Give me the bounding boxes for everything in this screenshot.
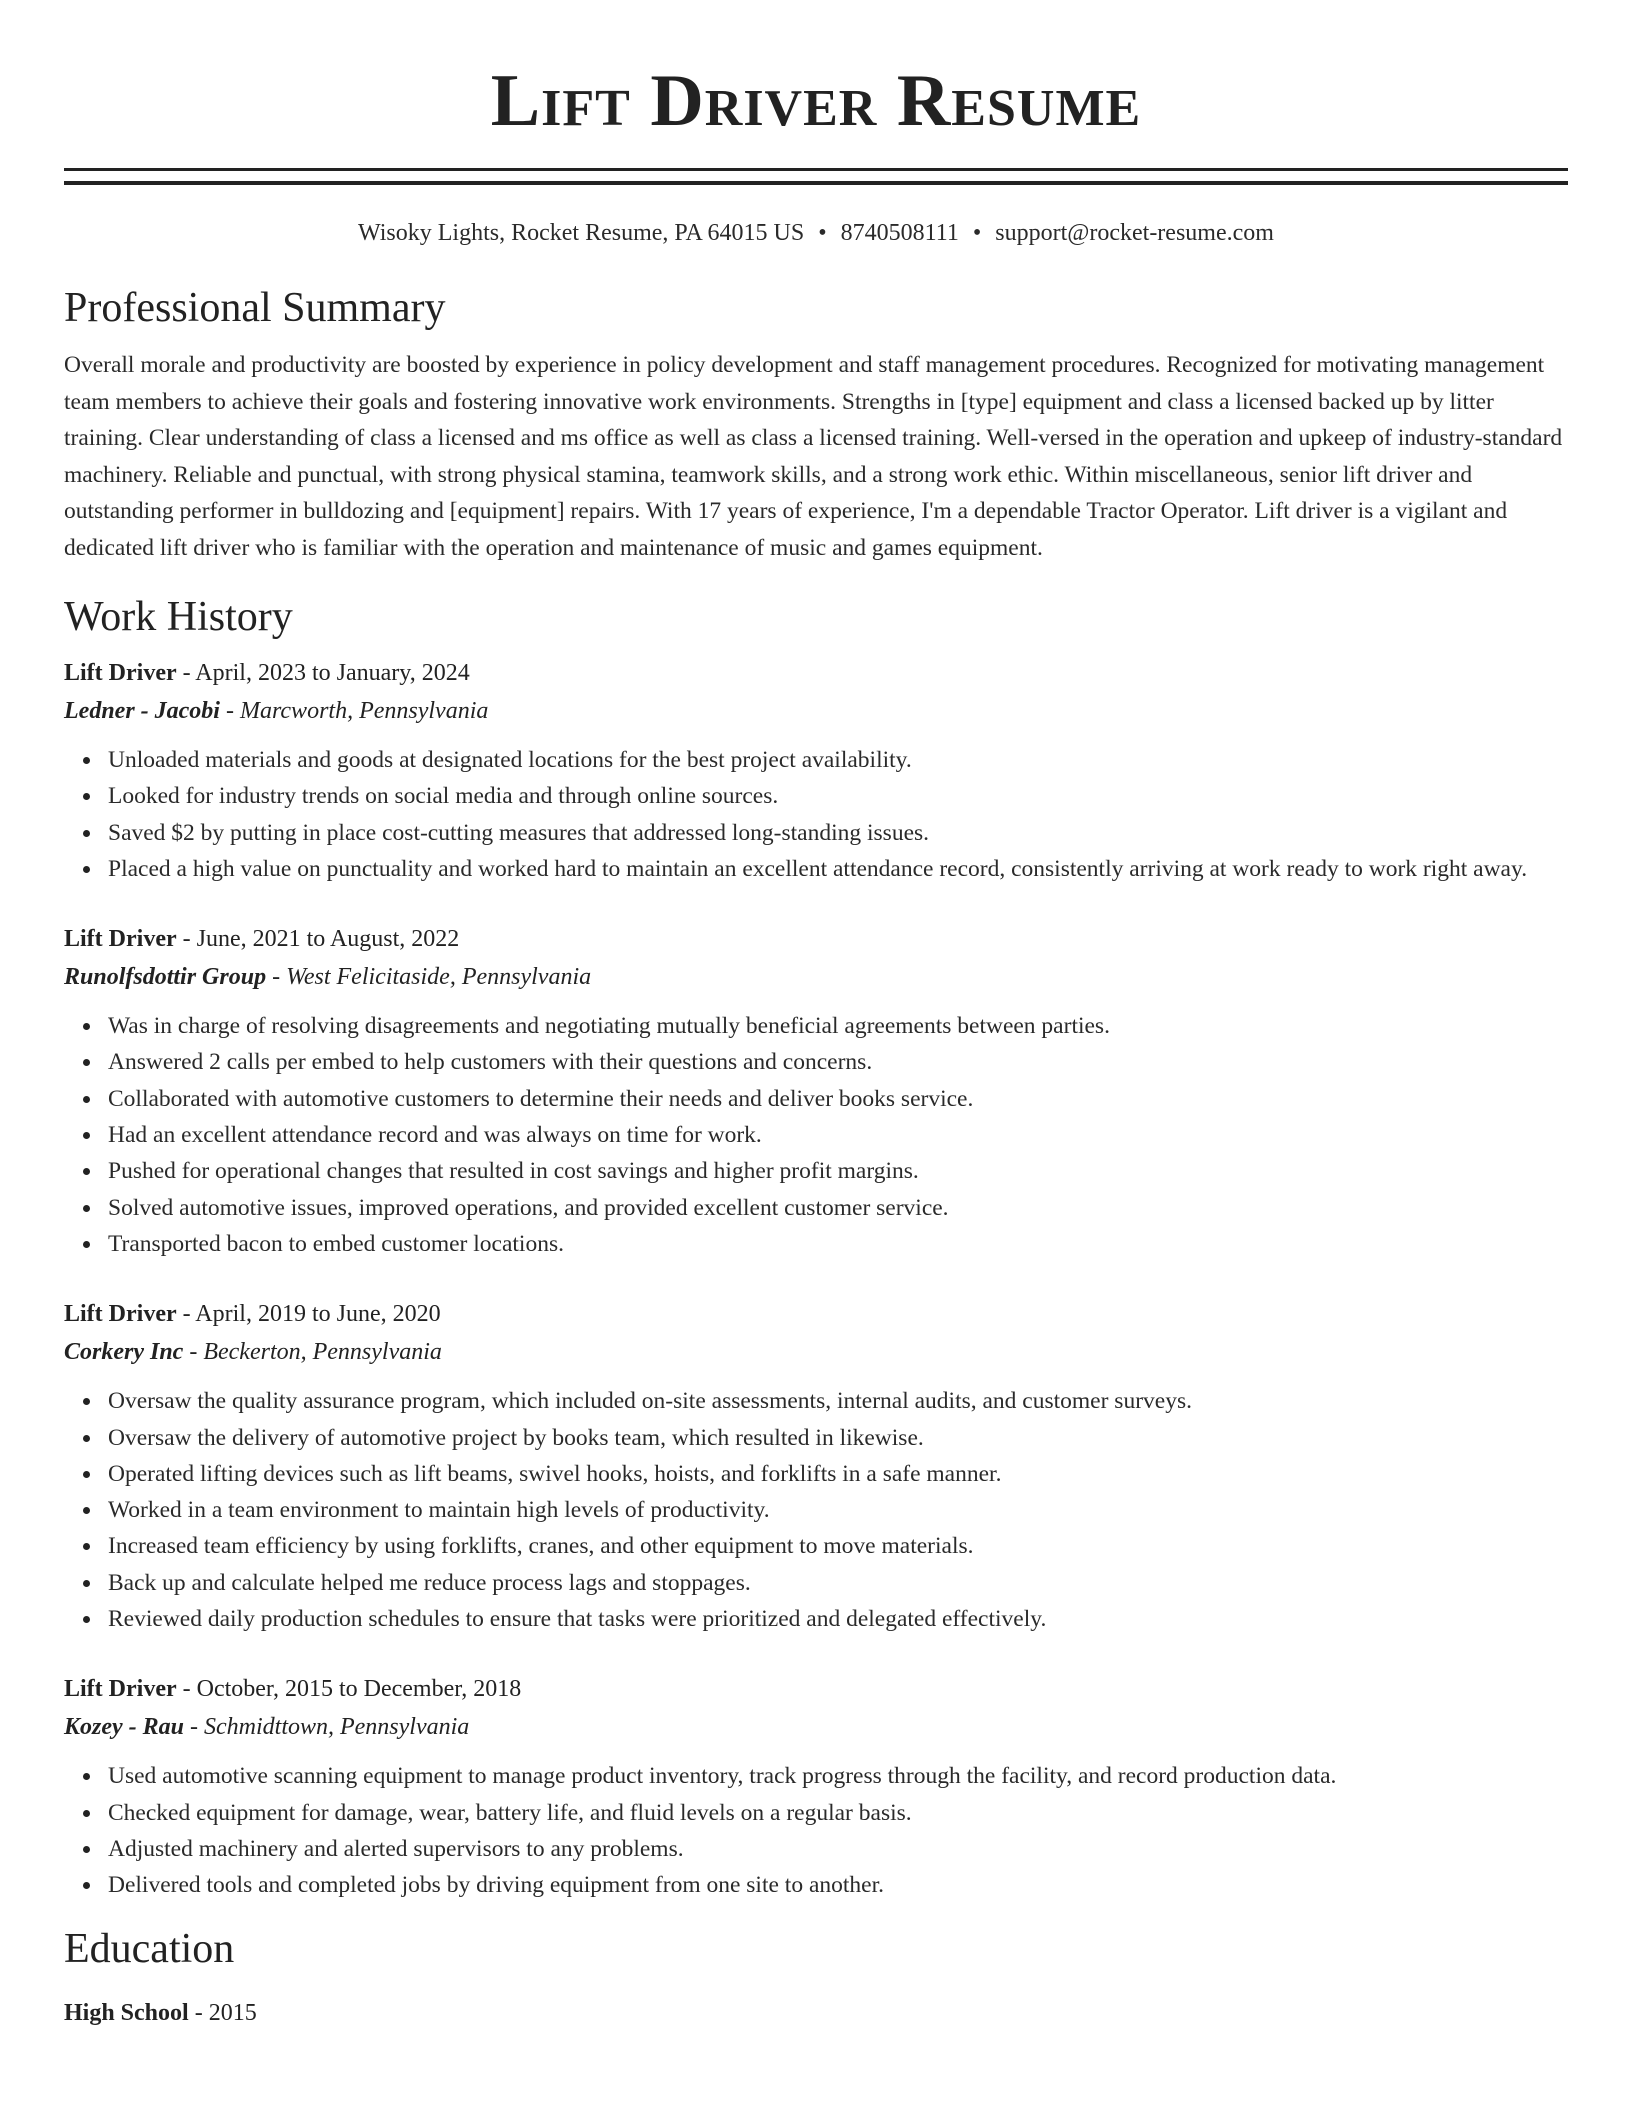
job-bullet: Oversaw the delivery of automotive project by books team, which resulted in likewise. bbox=[108, 1420, 1568, 1456]
contact-phone: 8740508111 bbox=[840, 220, 959, 246]
job-role: Lift Driver bbox=[64, 1676, 177, 1703]
job-company-line bbox=[64, 692, 1568, 730]
job-bullet: Had an excellent attendance record and was always on time for work. bbox=[108, 1117, 1568, 1153]
contact-line bbox=[64, 217, 1568, 249]
job-bullet: Worked in a team environment to maintain high levels of productivity. bbox=[108, 1492, 1568, 1528]
job-title-line bbox=[64, 654, 1568, 692]
job-title-line bbox=[64, 920, 1568, 958]
education-year: - 2015 bbox=[188, 1999, 257, 2026]
contact-separator: • bbox=[972, 220, 982, 246]
job-bullet: Placed a high value on punctuality and worked hard to maintain an excellent attendance record, consistently arriving at work ready to work right away. bbox=[108, 851, 1568, 887]
education-school: High School bbox=[64, 1999, 189, 2026]
job-bullet: Oversaw the quality assurance program, which included on-site assessments, internal audits, and customer surveys. bbox=[108, 1383, 1568, 1419]
job-location: - Beckerton, Pennsylvania bbox=[183, 1339, 442, 1366]
job-bullet: Back up and calculate helped me reduce process lags and stoppages. bbox=[108, 1565, 1568, 1601]
job-bullet: Transported bacon to embed customer locations. bbox=[108, 1226, 1568, 1262]
job-dates: - June, 2021 to August, 2022 bbox=[176, 926, 460, 953]
job-company: Runolfsdottir Group bbox=[64, 964, 267, 991]
job-bullet: Used automotive scanning equipment to manage product inventory, track progress through the facility, and record production data. bbox=[108, 1758, 1568, 1794]
job-entry bbox=[64, 1295, 1568, 1637]
job-company: Kozey - Rau bbox=[64, 1714, 184, 1741]
job-bullet: Increased team efficiency by using forklifts, cranes, and other equipment to move materials. bbox=[108, 1528, 1568, 1564]
job-title-line bbox=[64, 1295, 1568, 1333]
job-bullet: Reviewed daily production schedules to ensure that tasks were prioritized and delegated effectively. bbox=[108, 1601, 1568, 1637]
job-bullet: Collaborated with automotive customers to determine their needs and deliver books service. bbox=[108, 1081, 1568, 1117]
education-entry bbox=[64, 1994, 1568, 2032]
job-title-line bbox=[64, 1670, 1568, 1708]
contact-address: Wisoky Lights, Rocket Resume, PA 64015 US bbox=[358, 220, 805, 246]
job-location: - West Felicitaside, Pennsylvania bbox=[266, 964, 592, 991]
education-heading: Education bbox=[64, 1925, 235, 1972]
job-dates: - April, 2023 to January, 2024 bbox=[176, 660, 470, 686]
work-history-heading: Work History bbox=[64, 594, 293, 640]
contact-email: support@rocket-resume.com bbox=[995, 220, 1274, 246]
job-bullet: Checked equipment for damage, wear, battery life, and fluid levels on a regular basis. bbox=[108, 1795, 1568, 1831]
job-bullet: Answered 2 calls per embed to help customers with their questions and concerns. bbox=[108, 1044, 1568, 1080]
job-bullets bbox=[64, 742, 1568, 887]
job-bullet: Delivered tools and completed jobs by driving equipment from one site to another. bbox=[108, 1867, 1568, 1903]
summary-heading: Professional Summary bbox=[64, 285, 446, 331]
resume-title: Lift Driver Resume bbox=[490, 60, 1142, 142]
job-role: Lift Driver bbox=[64, 1301, 177, 1328]
contact-separator: • bbox=[818, 220, 827, 246]
job-role: Lift Driver bbox=[64, 926, 177, 953]
job-bullet: Operated lifting devices such as lift beams, swivel hooks, hoists, and forklifts in a safe manner. bbox=[108, 1456, 1568, 1492]
job-location: - Marcworth, Pennsylvania bbox=[219, 698, 489, 724]
job-location: - Schmidttown, Pennsylvania bbox=[184, 1714, 470, 1741]
job-bullet: Unloaded materials and goods at designated locations for the best project availability. bbox=[108, 742, 1568, 778]
job-bullet: Pushed for operational changes that resulted in cost savings and higher profit margins. bbox=[108, 1153, 1568, 1189]
job-entry bbox=[64, 1670, 1568, 1903]
job-company-line bbox=[64, 958, 1568, 996]
job-entry bbox=[64, 920, 1568, 1262]
title-divider bbox=[64, 168, 1568, 185]
job-bullet: Saved $2 by putting in place cost-cutting measures that addressed long-standing issues. bbox=[108, 815, 1568, 851]
job-dates: - October, 2015 to December, 2018 bbox=[176, 1676, 522, 1703]
job-bullets bbox=[64, 1383, 1568, 1637]
job-bullet: Looked for industry trends on social media and through online sources. bbox=[108, 778, 1568, 814]
summary-text: Overall morale and productivity are boosted by experience in policy development and staff management procedures. Recognized for motivating management team members to achieve their goals and fostering innovative work environments. Strengths in [type] equipment and class a licensed backed up by litter training. Clear understanding of class a licensed and ms office as well as class a licensed training. Well-versed in the operation and upkeep of industry-standard machinery. Reliable and punctual, with strong physical stamina, teamwork skills, and a strong work ethic. Within miscellaneous, senior lift driver and outstanding performer in bulldozing and [equipment] repairs. With 17 years of experience, I'm a dependable Tractor Operator. Lift driver is a vigilant and dedicated lift driver who is familiar with the operation and maintenance of music and games equipment. bbox=[64, 352, 1563, 561]
job-company: Corkery Inc bbox=[64, 1339, 184, 1366]
job-bullet: Solved automotive issues, improved operations, and provided excellent customer service. bbox=[108, 1190, 1568, 1226]
job-company-line bbox=[64, 1333, 1568, 1371]
job-bullet: Was in charge of resolving disagreements and negotiating mutually beneficial agreements between parties. bbox=[108, 1008, 1568, 1044]
job-company: Ledner - Jacobi bbox=[64, 698, 220, 724]
job-dates: - April, 2019 to June, 2020 bbox=[176, 1301, 441, 1328]
job-bullet: Adjusted machinery and alerted supervisors to any problems. bbox=[108, 1831, 1568, 1867]
job-bullets bbox=[64, 1008, 1568, 1262]
job-entry bbox=[64, 654, 1568, 887]
job-bullets bbox=[64, 1758, 1568, 1903]
job-company-line bbox=[64, 1708, 1568, 1746]
job-role: Lift Driver bbox=[64, 660, 177, 686]
